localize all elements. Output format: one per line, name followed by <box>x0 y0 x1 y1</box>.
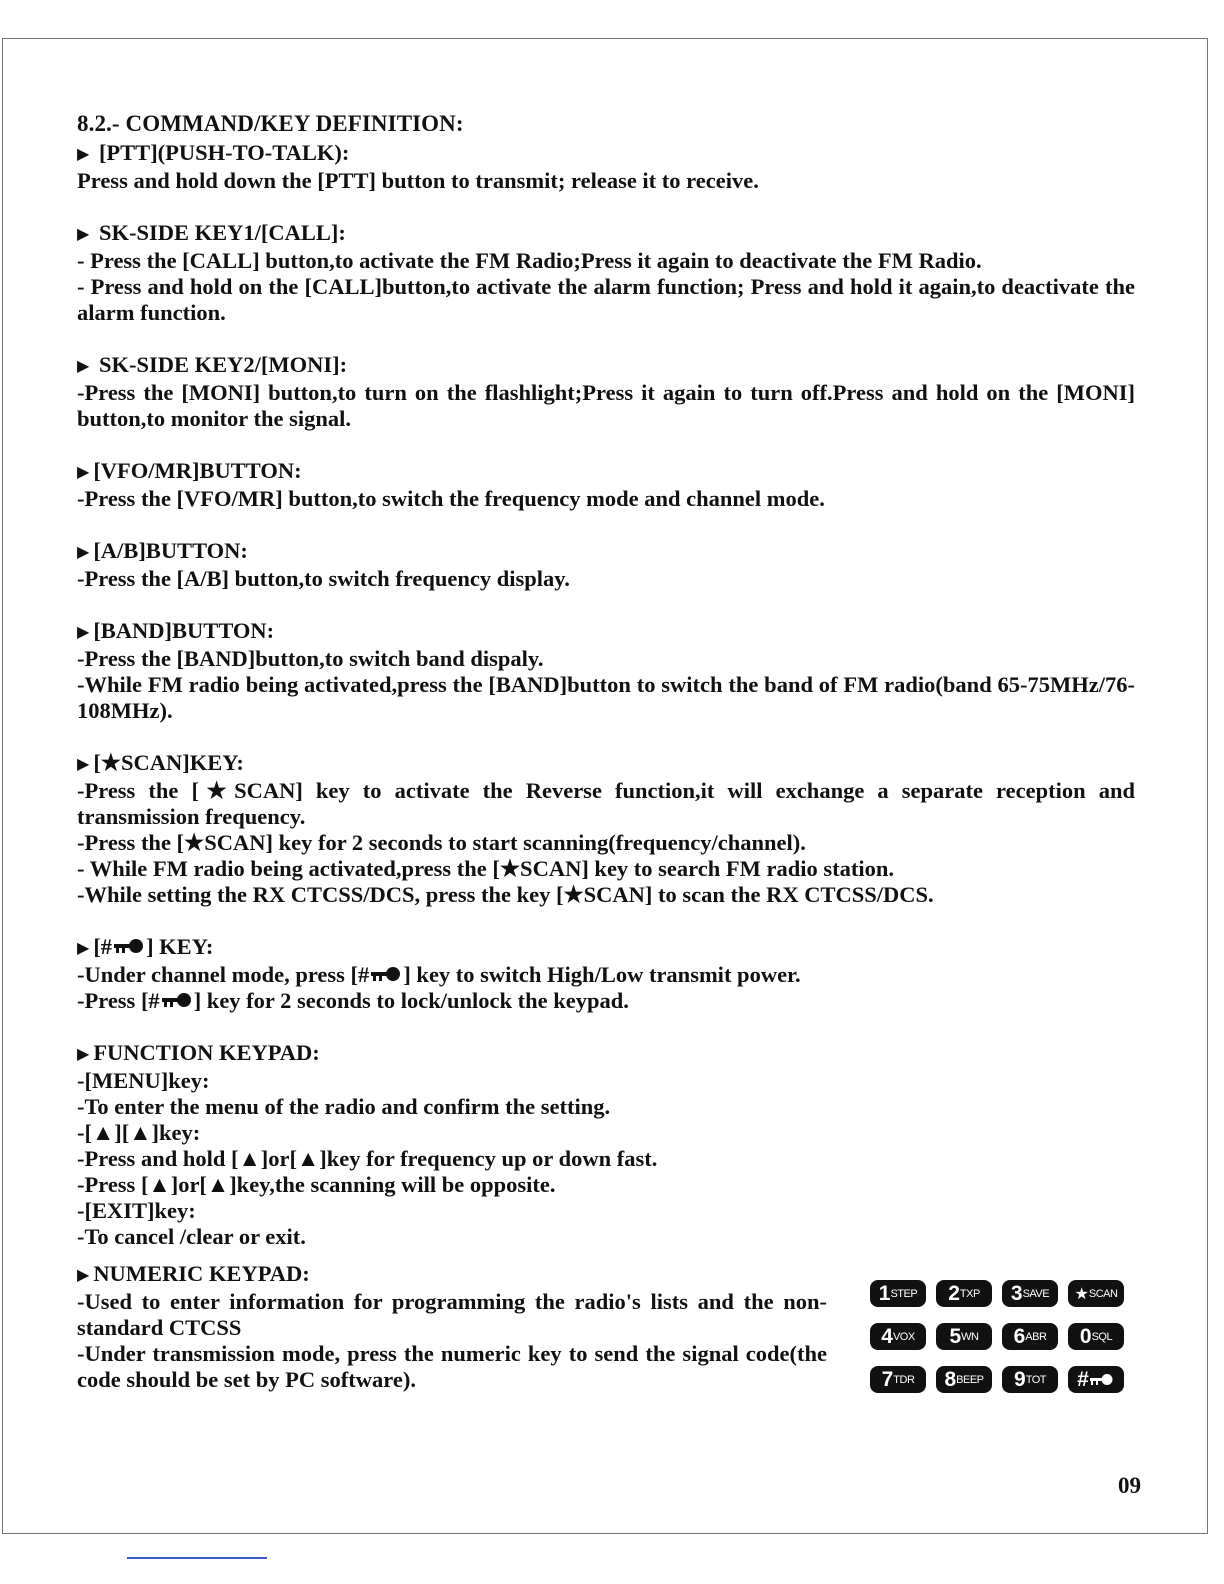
section-heading <box>77 1040 1135 1068</box>
key-label: SAVE <box>1022 1287 1050 1300</box>
bullet-triangle-icon: ▶ <box>77 940 90 957</box>
key-number: ★ <box>1074 1285 1088 1303</box>
heading-text: [★SCAN]KEY: <box>93 750 244 775</box>
key-number: # <box>1077 1367 1088 1391</box>
section-ptt <box>77 140 1135 194</box>
section-heading <box>77 618 1135 646</box>
key-lock-icon <box>112 938 146 956</box>
key-number: 1 <box>878 1281 890 1305</box>
key-number: 5 <box>949 1324 961 1348</box>
bullet-triangle-icon: ▶ <box>77 1046 90 1063</box>
key-number: 7 <box>881 1367 893 1391</box>
key-label: VOX <box>892 1330 915 1343</box>
decorative-underline <box>127 1557 267 1559</box>
body-line: -To cancel /clear or exit. <box>77 1224 306 1249</box>
body-line: -While setting the RX CTCSS/DCS, press the key [★SCAN] to scan the RX CTCSS/DCS. <box>77 882 934 907</box>
line-text: ] key for 2 seconds to lock/unlock the keypad. <box>193 988 629 1013</box>
keypad-illustration <box>870 1280 1130 1393</box>
line-text: ] key to switch High/Low transmit power. <box>403 962 801 987</box>
section-scan <box>77 750 1135 908</box>
key-number: 9 <box>1014 1367 1025 1391</box>
body-line <box>77 988 1135 1014</box>
heading-text: [BAND]BUTTON: <box>93 618 275 643</box>
line-text: -Under channel mode, press [# <box>77 962 370 987</box>
section-ab <box>77 538 1135 592</box>
heading-text: NUMERIC KEYPAD: <box>93 1261 310 1286</box>
key-9-tot <box>1002 1366 1058 1393</box>
heading-text: SK-SIDE KEY2/[MONI]: <box>98 352 348 377</box>
body-line: -Press the [BAND]button,to switch band dispaly. <box>77 646 544 671</box>
key-label: TXP <box>959 1287 980 1300</box>
key-label: SCAN <box>1088 1287 1118 1300</box>
body-line: - Press the [CALL] button,to activate the FM Radio;Press it again to deactivate the FM Radio. <box>77 248 982 273</box>
section-vfo-mr <box>77 458 1135 512</box>
heading-text: ] KEY: <box>146 934 214 959</box>
key-3-save <box>1002 1280 1058 1307</box>
key-label: STEP <box>890 1287 918 1300</box>
heading-text: [VFO/MR]BUTTON: <box>93 458 302 483</box>
section-band <box>77 618 1135 724</box>
key-2-txp <box>936 1280 992 1307</box>
section-heading <box>77 538 1135 566</box>
bullet-triangle-icon: ▶ <box>77 146 90 163</box>
key-number: 4 <box>881 1324 892 1348</box>
section-title: 8.2.- COMMAND/KEY DEFINITION: <box>77 111 464 136</box>
key-number: 3 <box>1010 1281 1022 1305</box>
section-heading <box>77 750 1135 778</box>
key-hash-lock <box>1068 1366 1124 1393</box>
section-heading <box>77 458 1135 486</box>
body-line <box>77 962 1135 988</box>
body-line: -While FM radio being activated,press the [BAND]button to switch the band of FM radio(band 65-75MHz/76-108MHz). <box>77 672 1135 723</box>
key-label: WN <box>961 1330 979 1343</box>
document-body <box>77 111 1135 1250</box>
key-4-vox <box>870 1323 926 1350</box>
bullet-triangle-icon: ▶ <box>77 226 90 243</box>
bullet-triangle-icon: ▶ <box>77 624 90 641</box>
body-line: -To enter the menu of the radio and confirm the setting. <box>77 1094 611 1119</box>
body-line: Press and hold down the [PTT] button to transmit; release it to receive. <box>77 168 759 193</box>
body-line: -Press the [VFO/MR] button,to switch the frequency mode and channel mode. <box>77 486 825 511</box>
key-number: 8 <box>944 1367 956 1391</box>
bullet-triangle-icon: ▶ <box>77 358 90 375</box>
heading-text: SK-SIDE KEY1/[CALL]: <box>98 220 346 245</box>
key-7-tdr <box>870 1366 926 1393</box>
key-5-wn <box>936 1323 992 1350</box>
body-line: -[EXIT]key: <box>77 1198 196 1223</box>
body-line: -Press the [MONI] button,to turn on the flashlight;Press it again to turn off.Press and hold on the [MONI] button,to monitor the signal. <box>77 380 1135 431</box>
bullet-triangle-icon: ▶ <box>77 756 90 773</box>
heading-text: FUNCTION KEYPAD: <box>93 1040 320 1065</box>
key-lock-icon <box>160 992 194 1010</box>
body-line: -Press the [★SCAN] key for 2 seconds to start scanning(frequency/channel). <box>77 830 806 855</box>
section-heading <box>77 934 1135 962</box>
lock-icon <box>1089 1373 1115 1387</box>
section-hash-key <box>77 934 1135 1014</box>
key-label: SQL <box>1091 1330 1113 1343</box>
bullet-triangle-icon: ▶ <box>77 1267 90 1284</box>
body-line: -Press [▲]or[▲]key,the scanning will be opposite. <box>77 1172 556 1197</box>
bullet-triangle-icon: ▶ <box>77 464 90 481</box>
key-label: BEEP <box>956 1373 984 1386</box>
key-number: 0 <box>1079 1324 1091 1348</box>
body-line: -Under transmission mode, press the numeric key to send the signal code(the code should be set by PC software). <box>77 1341 827 1392</box>
key-label: ABR <box>1025 1330 1047 1343</box>
key-star-scan <box>1068 1280 1124 1307</box>
section-heading <box>77 140 1135 168</box>
section-heading <box>77 220 1135 248</box>
line-text: -Press [# <box>77 988 160 1013</box>
section-function-keypad <box>77 1040 1135 1250</box>
body-line: - While FM radio being activated,press the [★SCAN] key to search FM radio station. <box>77 856 894 881</box>
section-heading <box>77 352 1135 380</box>
heading-text: [# <box>93 934 113 959</box>
body-line: - Press and hold on the [CALL]button,to activate the alarm function; Press and hold it again,to deactivate the alarm function. <box>77 274 1135 325</box>
section-moni <box>77 352 1135 432</box>
key-lock-icon <box>369 966 403 984</box>
numeric-keypad-text <box>77 1289 827 1393</box>
key-0-sql <box>1068 1323 1124 1350</box>
body-line: -Press the [A/B] button,to switch frequency display. <box>77 566 570 591</box>
heading-text: [A/B]BUTTON: <box>93 538 248 563</box>
body-line: -[MENU]key: <box>77 1068 210 1093</box>
key-number: 6 <box>1013 1324 1025 1348</box>
body-line: -Press the [★SCAN] key to activate the Reverse function,it will exchange a separate reception and transmission frequency. <box>77 778 1135 829</box>
section-call <box>77 220 1135 326</box>
key-label: TDR <box>893 1373 915 1386</box>
page-number: 09 <box>1118 1473 1141 1498</box>
heading-text: [PTT](PUSH-TO-TALK): <box>98 140 350 165</box>
body-line: -Press and hold [▲]or[▲]key for frequency up or down fast. <box>77 1146 658 1171</box>
body-line: -[▲][▲]key: <box>77 1120 201 1145</box>
key-number: 2 <box>948 1281 959 1305</box>
bullet-triangle-icon: ▶ <box>77 544 90 561</box>
key-6-abr <box>1002 1323 1058 1350</box>
key-1-step <box>870 1280 926 1307</box>
body-line: -Used to enter information for programming the radio's lists and the non-standard CTCSS <box>77 1289 827 1340</box>
key-label: TOT <box>1025 1373 1046 1386</box>
key-8-beep <box>936 1366 992 1393</box>
